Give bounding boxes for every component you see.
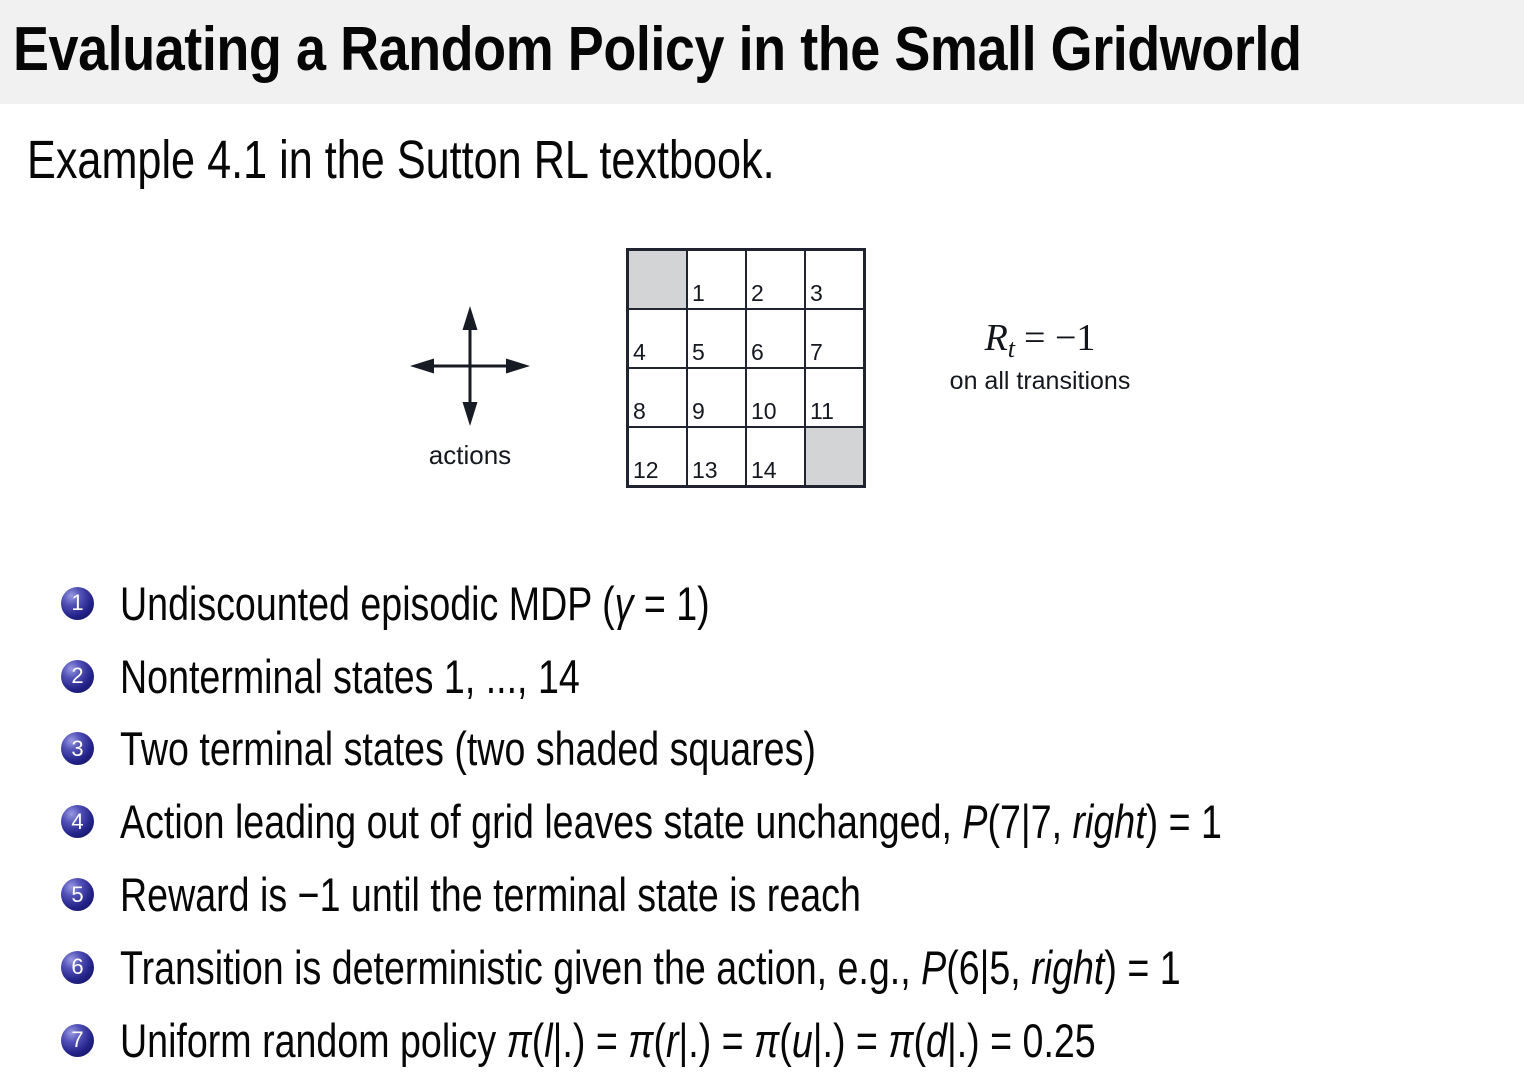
item-number-badge: 2 [61, 660, 94, 693]
grid-cell-6 [747, 310, 804, 367]
item-number-badge: 3 [61, 732, 94, 765]
grid-cell-2 [747, 251, 804, 308]
title-banner [0, 0, 1524, 104]
grid-cell-12 [629, 428, 686, 485]
cell-number: 10 [751, 398, 777, 424]
reward-value: = −1 [1024, 317, 1096, 359]
item-number-badge: 5 [61, 878, 94, 911]
cell-number: 9 [692, 398, 705, 424]
grid-cell-3 [806, 251, 863, 308]
grid-cell-8 [629, 369, 686, 426]
reward-subscript: t [1007, 334, 1016, 363]
cell-number: 13 [692, 457, 718, 483]
actions-cross-icon [408, 304, 532, 428]
cell-number: 14 [751, 457, 777, 483]
cell-number: 3 [810, 280, 823, 306]
grid-cell-1 [688, 251, 745, 308]
list-item-1 [61, 567, 1497, 640]
grid-cell-4 [629, 310, 686, 367]
list-item-5 [61, 858, 1497, 931]
actions-label: actions [428, 440, 512, 470]
item-number-badge: 4 [61, 805, 94, 838]
cell-number: 4 [633, 339, 646, 365]
grid-cell-11 [806, 369, 863, 426]
item-number-badge: 7 [61, 1024, 94, 1057]
item-text: Action leading out of grid leaves state unchanged, P(7|7, right) = 1 [120, 795, 1222, 849]
gridworld-grid [626, 248, 866, 488]
reward-caption: on all transitions [949, 366, 1131, 395]
item-number-badge: 1 [61, 587, 94, 620]
grid-cell-14 [747, 428, 804, 485]
item-text: Uniform random policy π(l|.) = π(r|.) = π(u|.) = π(d|.) = 0.25 [120, 1013, 1096, 1067]
reward-symbol: R [984, 317, 1008, 359]
terminal-cell [806, 428, 863, 485]
item-text: Transition is deterministic given the action, e.g., P(6|5, right) = 1 [120, 940, 1181, 994]
terminal-cell [629, 251, 686, 308]
list-item-4 [61, 785, 1497, 858]
item-number-badge: 6 [61, 951, 94, 984]
grid-cell-13 [688, 428, 745, 485]
cell-number: 8 [633, 398, 646, 424]
item-text: Nonterminal states 1, ..., 14 [120, 649, 580, 703]
list-item-2 [61, 640, 1497, 713]
cell-number: 5 [692, 339, 705, 365]
reward-equation [917, 317, 1163, 363]
cell-number: 1 [692, 280, 705, 306]
grid-cell-7 [806, 310, 863, 367]
grid-cell-9 [688, 369, 745, 426]
reward-annotation [917, 318, 1163, 396]
item-text: Two terminal states (two shaded squares) [120, 722, 816, 776]
list-item-6 [61, 931, 1497, 1004]
item-text: Reward is −1 until the terminal state is reach [120, 868, 861, 922]
grid-cell-10 [747, 369, 804, 426]
cell-number: 6 [751, 339, 764, 365]
page-title: Evaluating a Random Policy in the Small Gridworld [13, 15, 1302, 84]
grid-cell-5 [688, 310, 745, 367]
cell-number: 11 [810, 398, 834, 424]
list-item-3 [61, 713, 1497, 786]
bullet-list [61, 567, 1497, 1077]
cell-number: 7 [810, 339, 823, 365]
item-text: Undiscounted episodic MDP (γ = 1) [120, 576, 710, 630]
subtitle: Example 4.1 in the Sutton RL textbook. [27, 130, 775, 190]
cell-number: 2 [751, 280, 764, 306]
list-item-7 [61, 1004, 1497, 1077]
cell-number: 12 [633, 457, 659, 483]
